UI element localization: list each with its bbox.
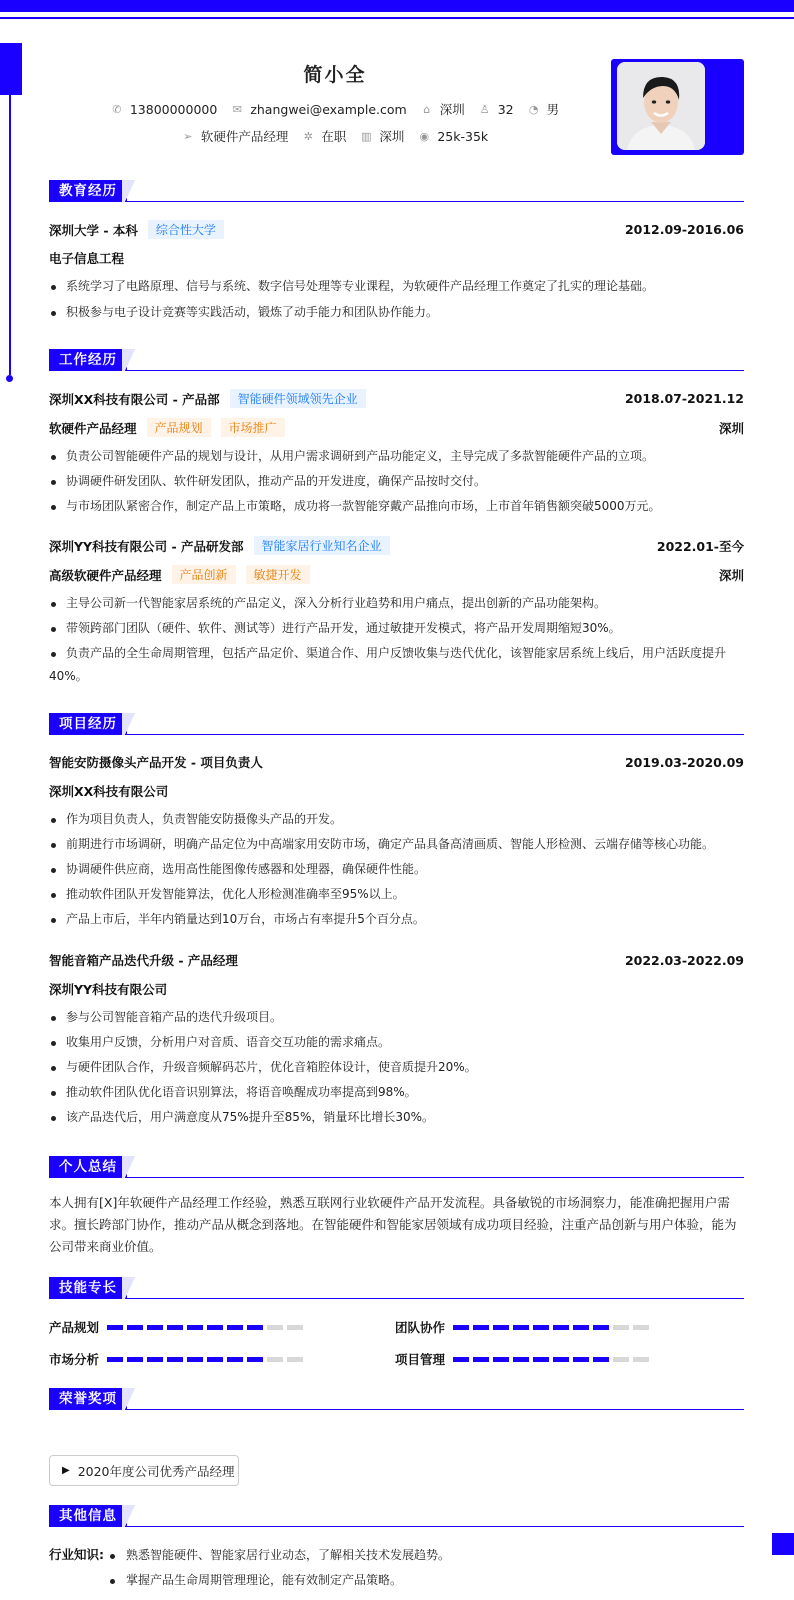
- list-item: 协调硬件研发团队、软件研发团队，推动产品的开发进度，确保产品按时交付。: [66, 471, 746, 492]
- list-item: 带领跨部门团队（硬件、软件、测试等）进行产品开发，通过敏捷开发模式，将产品开发周期缩短30%。: [66, 618, 746, 639]
- work-header-line: [49, 389, 744, 408]
- skill-name: 产品规划: [49, 1320, 100, 1335]
- contact-row: [0, 100, 670, 118]
- skill-level-segment-filled: [147, 1325, 163, 1330]
- company-name: 深圳YY科技有限公司 - 产品研发部: [49, 538, 244, 554]
- candidate-name: 简小全: [303, 64, 367, 86]
- email-item: [231, 102, 406, 117]
- other-info-label: 行业知识:: [49, 1547, 104, 1562]
- position-text: 软硬件产品经理: [200, 129, 289, 144]
- section-tail-decoration: [122, 349, 138, 371]
- list-item: 掌握产品生命周期管理理论，能有效制定产品策略。: [126, 1570, 402, 1591]
- age-text: 32: [497, 101, 514, 117]
- skill-level-segment-empty: [613, 1357, 629, 1362]
- list-item: 负责产品的全生命周期管理，包括产品定价、渠道合作、用户反馈收集与迭代优化，该智能家居系统上线后，用户活跃度提升: [66, 643, 746, 664]
- mail-icon: ✉: [232, 102, 242, 116]
- skill-level-segment-filled: [573, 1325, 589, 1330]
- salary-text: 25k-35k: [437, 128, 489, 144]
- skill-level-segment-empty: [633, 1325, 649, 1330]
- company-name: 深圳XX科技有限公司 - 产品部: [49, 391, 220, 407]
- school-name: 深圳大学 - 本科: [49, 222, 138, 238]
- skill-level-segment-empty: [267, 1357, 283, 1362]
- side-accent-dot: [6, 375, 13, 382]
- skill-level-segment-filled: [207, 1325, 223, 1330]
- skill-level-segment-filled: [453, 1357, 469, 1362]
- list-item: 负责公司智能硬件产品的规划与设计，从用户需求调研到产品功能定义，主导完成了多款智能硬件产品的立项。: [66, 446, 746, 467]
- skill-level-segment-filled: [573, 1357, 589, 1362]
- section-tail-decoration: [122, 1505, 138, 1527]
- skills-section-title: 技能专长: [49, 1277, 127, 1299]
- education-header-line: [49, 220, 744, 239]
- skill-level-segment-filled: [107, 1325, 123, 1330]
- gender-item: [528, 100, 560, 118]
- skill-item: [395, 1350, 649, 1368]
- skill-level-segment-empty: [633, 1357, 649, 1362]
- list-item: 产品上市后，半年内销量达到10万台，市场占有率提升5个百分点。: [66, 909, 746, 930]
- project-section-title: 项目经历: [49, 713, 127, 735]
- work-city: 深圳: [718, 567, 744, 583]
- awards-section-title: 荣誉奖项: [49, 1388, 127, 1410]
- list-item: 作为项目负责人，负责智能安防摄像头产品的开发。: [66, 809, 746, 830]
- section-tail-decoration: [122, 180, 138, 202]
- target-city-text: 深圳: [379, 129, 405, 144]
- skill-level-segment-empty: [267, 1325, 283, 1330]
- section-tail-decoration: [122, 713, 138, 735]
- company-tag: 智能家居行业知名企业: [254, 536, 390, 555]
- building-icon: ▥: [361, 129, 372, 143]
- skill-level-segment-filled: [167, 1357, 183, 1362]
- skill-level-segment-filled: [247, 1357, 263, 1362]
- work-section-header: [49, 349, 744, 371]
- work-title-line: [49, 418, 744, 437]
- skill-level-segment-filled: [513, 1325, 529, 1330]
- summary-section-header: [49, 1156, 744, 1178]
- project-header-line: [49, 753, 744, 771]
- top-accent-line: [0, 17, 794, 19]
- project-date: 2022.03-2022.09: [624, 952, 744, 968]
- project-name: 智能安防摄像头产品开发 - 项目负责人: [49, 755, 263, 770]
- major-line: [49, 249, 744, 267]
- work-section-title: 工作经历: [49, 349, 127, 371]
- skill-tag: 产品创新: [172, 565, 236, 584]
- skill-level-segment-empty: [287, 1325, 303, 1330]
- skill-level-segment-filled: [187, 1357, 203, 1362]
- skill-name: 项目管理: [395, 1352, 446, 1367]
- list-item: 该产品迭代后，用户满意度从75%提升至85%，销量环比增长30%。: [66, 1107, 746, 1128]
- skill-level-segment-filled: [227, 1357, 243, 1362]
- project-header-line: [49, 951, 744, 969]
- age-item: [479, 102, 514, 117]
- skill-tag: 市场推广: [221, 418, 285, 437]
- skill-level-bar: [107, 1357, 303, 1362]
- coin-icon: ◉: [419, 129, 430, 143]
- skill-level-segment-filled: [493, 1325, 509, 1330]
- salary-item: [418, 129, 488, 144]
- status-icon: ✲: [303, 129, 313, 143]
- skill-level-segment-filled: [207, 1357, 223, 1362]
- skill-level-segment-filled: [513, 1357, 529, 1362]
- section-tail-decoration: [122, 1388, 138, 1410]
- gender-icon: ◔: [528, 102, 539, 116]
- phone-item: [111, 102, 217, 117]
- other-section-title: 其他信息: [49, 1505, 127, 1527]
- skill-name: 团队协作: [395, 1320, 446, 1335]
- list-item: 前期进行市场调研，明确产品定位为中高端家用安防市场，确定产品具备高清画质、智能人形检测、云端存储等核心功能。: [66, 834, 746, 855]
- project-name: 智能音箱产品迭代升级 - 产品经理: [49, 953, 238, 968]
- project-company-line: [49, 980, 744, 998]
- skills-section-header: [49, 1277, 744, 1299]
- position-item: [182, 127, 289, 145]
- intent-row: [0, 127, 670, 145]
- education-section-title: 教育经历: [49, 180, 127, 202]
- work-city: 深圳: [718, 420, 744, 436]
- skill-level-bar: [453, 1357, 649, 1362]
- target-city-item: [360, 127, 404, 145]
- skill-level-segment-filled: [187, 1325, 203, 1330]
- list-item: 推动软件团队开发智能算法，优化人形检测准确率至95%以上。: [66, 884, 746, 905]
- cake-icon: ♙: [479, 102, 490, 116]
- skill-item: [395, 1318, 649, 1336]
- skill-item: [49, 1318, 303, 1336]
- city-text: 深圳: [439, 102, 465, 117]
- skill-level-bar: [453, 1325, 649, 1330]
- skill-level-segment-filled: [473, 1357, 489, 1362]
- skill-level-segment-filled: [227, 1325, 243, 1330]
- phone-text: 13800000000: [129, 101, 218, 117]
- skill-level-segment-empty: [287, 1357, 303, 1362]
- skill-tag: 产品规划: [147, 418, 211, 437]
- list-item-continuation: 40%。: [49, 669, 88, 683]
- avatar: [617, 62, 705, 150]
- skill-item: [49, 1350, 303, 1368]
- skill-level-segment-filled: [127, 1357, 143, 1362]
- list-item: 与市场团队紧密合作，制定产品上市策略，成功将一款智能穿戴产品推向市场，上市首年销售额突破5000万元。: [66, 496, 746, 517]
- skill-level-segment-empty: [613, 1325, 629, 1330]
- skill-level-segment-filled: [453, 1325, 469, 1330]
- play-triangle-icon: ▶: [62, 1465, 70, 1476]
- skill-level-segment-filled: [473, 1325, 489, 1330]
- project-company: 深圳XX科技有限公司: [49, 784, 169, 799]
- gender-text: 男: [546, 102, 560, 117]
- city-item: [421, 100, 465, 118]
- skill-tag: 敏捷开发: [246, 565, 310, 584]
- work-date: 2022.01-至今: [656, 538, 744, 554]
- send-icon: ➢: [183, 129, 193, 143]
- award-text: 2020年度公司优秀产品经理: [77, 1463, 235, 1479]
- project-section-header: [49, 713, 744, 735]
- skill-name: 市场分析: [49, 1352, 100, 1367]
- list-item: 熟悉智能硬件、智能家居行业动态，了解相关技术发展趋势。: [126, 1545, 450, 1566]
- skill-level-segment-filled: [127, 1325, 143, 1330]
- home-icon: ⌂: [423, 102, 431, 116]
- skill-level-segment-filled: [553, 1357, 569, 1362]
- skill-level-segment-filled: [593, 1325, 609, 1330]
- status-item: [302, 127, 346, 145]
- list-item: 系统学习了电路原理、信号与系统、数字信号处理等专业课程，为软硬件产品经理工作奠定了扎实的理论基础。: [66, 276, 746, 297]
- work-header-line: [49, 536, 744, 555]
- section-tail-decoration: [122, 1156, 138, 1178]
- skill-level-segment-filled: [247, 1325, 263, 1330]
- status-text: 在职: [321, 129, 347, 144]
- section-tail-decoration: [122, 1277, 138, 1299]
- skill-level-segment-filled: [167, 1325, 183, 1330]
- top-accent-bar: [0, 0, 794, 12]
- phone-icon: ✆: [112, 102, 122, 116]
- list-item: 协调硬件供应商，选用高性能图像传感器和处理器，确保硬件性能。: [66, 859, 746, 880]
- work-title-line: [49, 565, 744, 584]
- corner-accent-block: [772, 1533, 794, 1555]
- awards-section-header: [49, 1388, 744, 1410]
- list-item: 参与公司智能音箱产品的迭代升级项目。: [66, 1007, 746, 1028]
- skill-level-segment-filled: [553, 1325, 569, 1330]
- skill-level-segment-filled: [147, 1357, 163, 1362]
- company-tag: 智能硬件领域领先企业: [230, 389, 366, 408]
- summary-section-title: 个人总结: [49, 1156, 127, 1178]
- project-date: 2019.03-2020.09: [624, 754, 744, 770]
- project-company: 深圳YY科技有限公司: [49, 982, 168, 997]
- skill-level-segment-filled: [533, 1325, 549, 1330]
- list-item: 与硬件团队合作，升级音频解码芯片，优化音箱腔体设计，使音质提升20%。: [66, 1057, 746, 1078]
- job-title: 软硬件产品经理: [49, 420, 137, 436]
- education-date: 2012.09-2016.06: [624, 222, 744, 237]
- list-item: 积极参与电子设计竞赛等实践活动，锻炼了动手能力和团队协作能力。: [66, 302, 746, 323]
- award-item: [49, 1455, 239, 1486]
- other-section-header: [49, 1505, 744, 1527]
- list-item: 主导公司新一代智能家居系统的产品定义，深入分析行业趋势和用户痛点，提出创新的产品功能架构。: [66, 593, 746, 614]
- skill-level-segment-filled: [593, 1357, 609, 1362]
- school-tag: 综合性大学: [148, 220, 224, 239]
- project-company-line: [49, 782, 744, 800]
- email-text: zhangwei@example.com: [250, 101, 407, 117]
- skill-level-segment-filled: [493, 1357, 509, 1362]
- list-item: 收集用户反馈，分析用户对音质、语音交互功能的需求痛点。: [66, 1032, 746, 1053]
- skill-level-segment-filled: [107, 1357, 123, 1362]
- education-section-header: [49, 180, 744, 202]
- job-title: 高级软硬件产品经理: [49, 567, 162, 583]
- skill-level-bar: [107, 1325, 303, 1330]
- skill-level-segment-filled: [533, 1357, 549, 1362]
- major-name: 电子信息工程: [49, 251, 125, 266]
- list-item: 推动软件团队优化语音识别算法，将语音唤醒成功率提高到98%。: [66, 1082, 746, 1103]
- work-date: 2018.07-2021.12: [624, 391, 744, 406]
- summary-text: 本人拥有[X]年软硬件产品经理工作经验，熟悉互联网行业软硬件产品开发流程。具备敏锐的市场洞察力，能准确把握用户需求。擅长跨部门协作，推动产品从概念到落地。在智能硬件和智能家居领域有成功项目经验，注重产品创新与用户体验，能为公司带来商业价值。: [49, 1195, 737, 1254]
